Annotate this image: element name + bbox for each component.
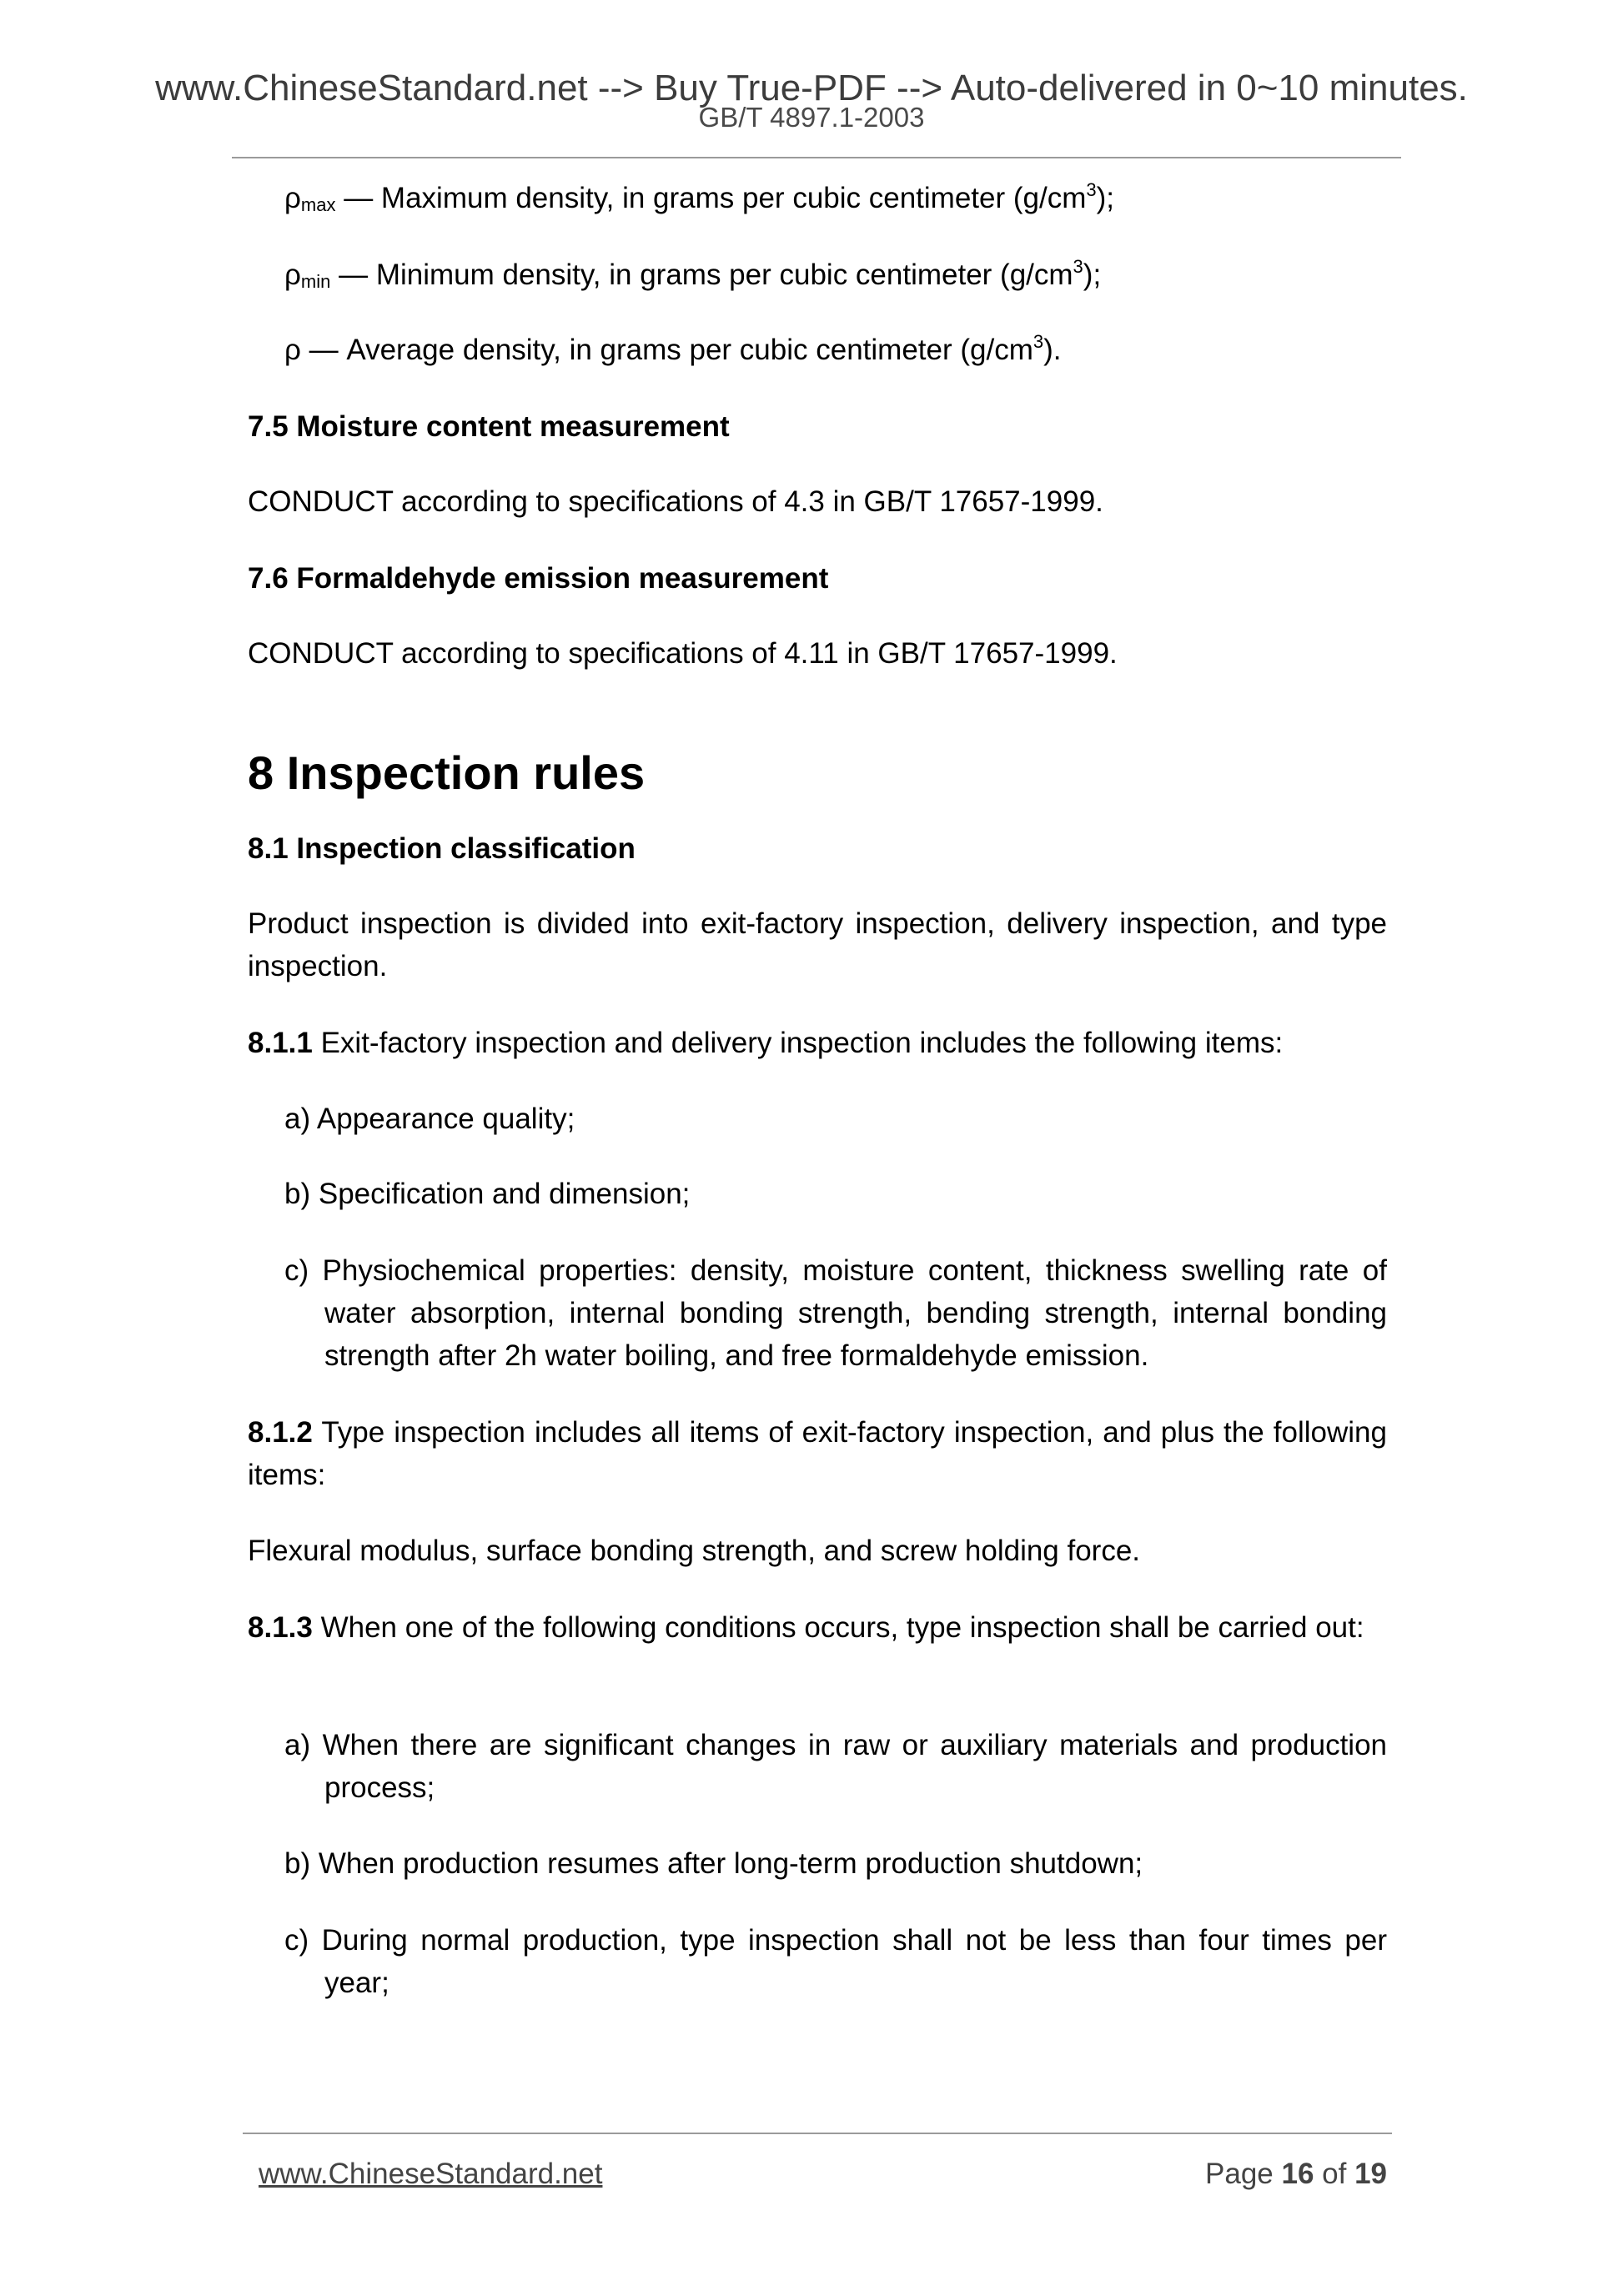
section-8-1-1: 8.1.1 Exit-factory inspection and delivery inspection includes the following items:	[248, 1027, 1284, 1059]
page-number: Page 16 of 19	[1205, 2158, 1387, 2190]
section-7-6-text: CONDUCT according to specifications of 4.11 in GB/T 17657-1999.	[248, 637, 1118, 670]
section-8-1-2: 8.1.2 Type inspection includes all items of exit-factory inspection, and plus the following items:	[248, 1416, 1387, 1491]
section-7-5-heading: 7.5 Moisture content measurement	[248, 410, 730, 443]
list-item: a) Appearance quality;	[284, 1103, 575, 1135]
section-8-1-2-items: Flexural modulus, surface bonding strength, and screw holding force.	[248, 1535, 1141, 1567]
list-item: c) During normal production, type inspection shall not be less than four times per year;	[284, 1924, 1387, 1999]
section-8-1-heading: 8.1 Inspection classification	[248, 832, 636, 865]
definition-rho-max: $\rho_{max}$ — Maximum density, in grams per cubic centimeter $(g/cm^3)$;	[284, 179, 1115, 215]
footer-website-link[interactable]: www.ChineseStandard.net	[259, 2158, 603, 2190]
definition-rho-min: $\rho_{min}$ — Minimum density, in grams per cubic centimeter $(g/cm^3)$;	[284, 256, 1102, 292]
list-item: a) When there are significant changes in raw or auxiliary materials and production process;	[284, 1729, 1387, 1804]
list-item: b) When production resumes after long-term production shutdown;	[284, 1847, 1143, 1880]
list-item: b) Specification and dimension;	[284, 1178, 691, 1210]
header-divider	[232, 157, 1401, 158]
definition-rho-avg: ρ — Average density, in grams per cubic centimeter $(g/cm^3)$.	[284, 331, 1062, 366]
footer-divider	[243, 2133, 1392, 2134]
section-7-6-heading: 7.6 Formaldehyde emission measurement	[248, 562, 829, 595]
header-banner: www.ChineseStandard.net --> Buy True-PDF --> Auto-delivered in 0~10 minutes.	[155, 68, 1468, 108]
section-8-heading: 8 Inspection rules	[248, 746, 646, 799]
section-7-5-text: CONDUCT according to specifications of 4.3 in GB/T 17657-1999.	[248, 485, 1103, 518]
standard-number: GB/T 4897.1-2003	[698, 102, 925, 133]
section-8-1-3: 8.1.3 When one of the following conditions occurs, type inspection shall be carried out:	[248, 1611, 1364, 1644]
section-8-1-text: Product inspection is divided into exit-factory inspection, delivery inspection, and type inspection.	[248, 907, 1387, 982]
list-item: c) Physiochemical properties: density, moisture content, thickness swelling rate of water absorption, internal bonding strength, bending strength, internal bonding strength after 2h water boiling, and free formaldehyde emission.	[284, 1254, 1387, 1372]
